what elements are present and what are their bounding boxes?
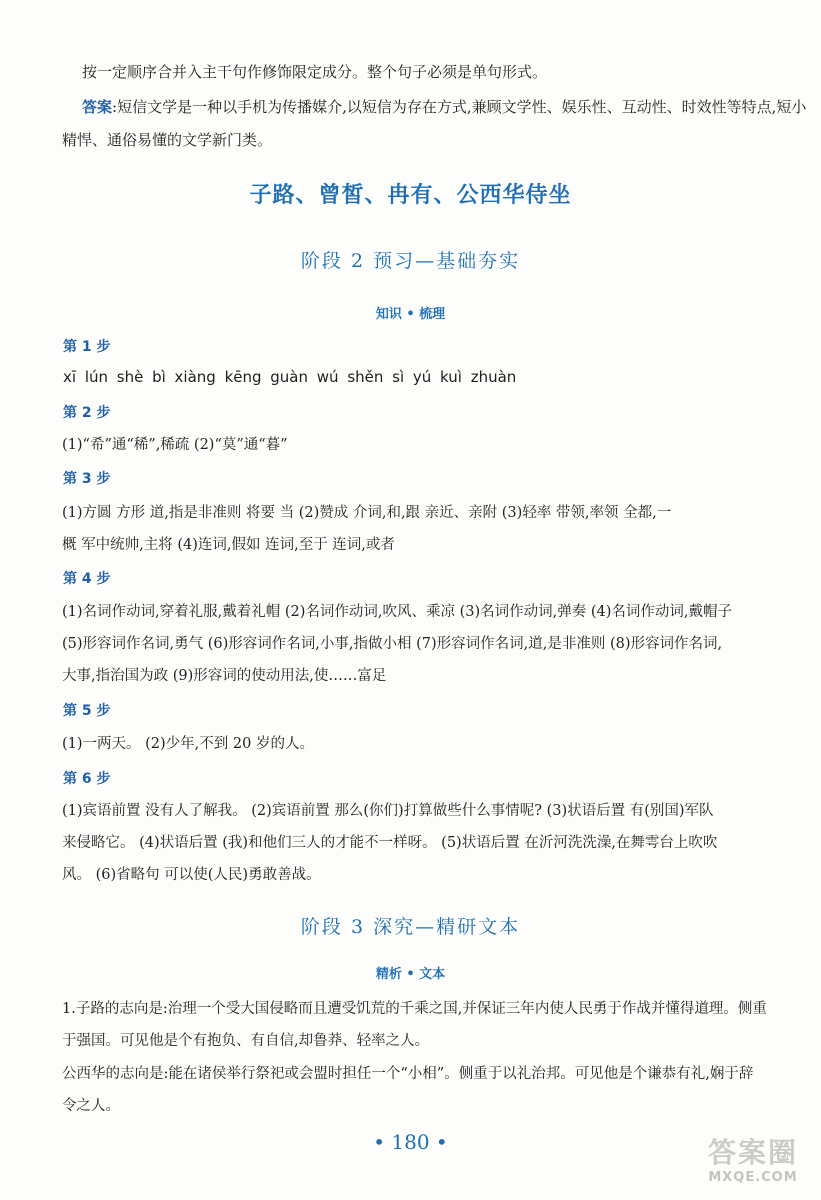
- step-6-line: 来侵略它。 (4)状语后置 (我)和他们三人的才能不一样呀。 (5)状语后置 在沂河洗洗澡,在舞雩台上吹吹: [62, 835, 718, 851]
- page-number: • 180 •: [373, 1130, 448, 1154]
- step-3-line: 概 军中统帅,主将 (4)连词,假如 连词,至于 连词,或者: [62, 537, 395, 553]
- intro-line: 按一定顺序合并入主干句作修饰限定成分。整个句子必须是单句形式。: [82, 63, 548, 81]
- step-4-line: (1)名词作动词,穿着礼服,戴着礼帽 (2)名词作动词,吹风、乘凉 (3)名词作动词,弹奏 (4)名词作动词,戴帽子: [62, 604, 733, 620]
- analysis-line: 令之人。: [62, 1098, 120, 1114]
- step-2-label: 第 2 步: [63, 405, 111, 421]
- answer-line: [82, 97, 806, 117]
- answer-text: :短信文学是一种以手机为传播媒介,以短信为存在方式,兼顾文学性、娱乐性、互动性、时效性等特点,短小: [112, 98, 807, 116]
- stage2-title: 阶段 2 预习—基础夯实: [300, 250, 521, 272]
- lesson-title: 子路、曾皙、冉有、公西华侍坐: [249, 182, 572, 208]
- step-1-label: 第 1 步: [63, 339, 111, 355]
- step-3-line: (1)方圆 方形 道,指是非准则 将要 当 (2)赞成 介词,和,跟 亲近、亲附 (3)轻率 带领,率领 全都,一: [62, 505, 672, 521]
- analysis-line: 1.子路的志向是:治理一个受大国侵略而且遭受饥荒的千乘之国,并保证三年内使人民勇于作战并懂得道理。侧重: [62, 1001, 767, 1017]
- step-6-line: (1)宾语前置 没有人了解我。 (2)宾语前置 那么(你们)打算做些什么事情呢? (3)状语后置 有(别国)军队: [62, 803, 714, 819]
- answer-continuation: 精悍、通俗易懂的文学新门类。: [62, 131, 273, 149]
- step-2-line: (1)“希”通“稀”,稀疏 (2)“莫”通“暮”: [62, 437, 288, 453]
- step-6-line: 风。 (6)省略句 可以使(人民)勇敢善战。: [62, 867, 321, 883]
- analysis-line: 公西华的志向是:能在诸侯举行祭祀或会盟时担任一个“小相”。侧重于以礼治邦。可见他是个谦恭有礼,娴于辞: [62, 1066, 754, 1082]
- stage3-title: 阶段 3 深究—精研文本: [300, 916, 521, 938]
- watermark-text: 答案圈: [707, 1136, 798, 1169]
- watermark-logo: [697, 1136, 809, 1192]
- step-4-label: 第 4 步: [63, 571, 111, 587]
- step-5-line: (1)一两天。 (2)少年,不到 20 岁的人。: [62, 736, 314, 752]
- pinyin-line: xī lún shè bì xiàng kēng guàn wú shěn sì yú kuì zhuàn: [63, 368, 517, 386]
- watermark-url: MXQE.COM: [708, 1170, 798, 1185]
- answer-label: 答案: [82, 98, 113, 116]
- step-5-label: 第 5 步: [63, 703, 111, 719]
- step-4-line: 大事,指治国为政 (9)形容词的使动用法,使……富足: [62, 668, 387, 684]
- stage3-subhead: 精析 • 文本: [375, 967, 446, 982]
- step-6-label: 第 6 步: [63, 771, 111, 787]
- analysis-line: 于强国。可见他是个有抱负、有自信,却鲁莽、轻率之人。: [62, 1033, 430, 1049]
- stage2-subhead: 知识 • 梳理: [375, 307, 446, 322]
- step-4-line: (5)形容词作名词,勇气 (6)形容词作名词,小事,指做小相 (7)形容词作名词,道,是非准则 (8)形容词作名词,: [62, 636, 723, 652]
- step-3-label: 第 3 步: [63, 471, 111, 487]
